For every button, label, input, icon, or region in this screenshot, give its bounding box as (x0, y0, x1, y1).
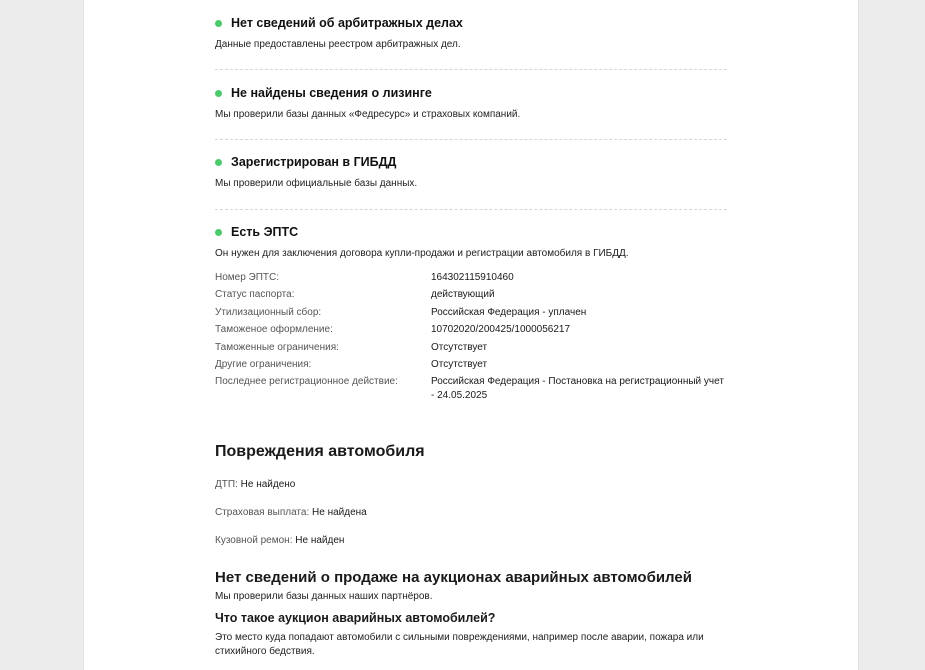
divider (215, 69, 727, 70)
epts-row (215, 341, 729, 358)
auction-description: Мы проверили базы данных наших партнёров. (215, 591, 433, 602)
divider (215, 139, 727, 140)
check-description: Данные предоставлены реестром арбитражных дел. (215, 39, 461, 50)
epts-value: Отсутствует (431, 358, 488, 370)
epts-key: Таможеное оформление: (215, 324, 333, 336)
check-leasing (215, 84, 729, 121)
epts-value: Отсутствует (431, 341, 488, 353)
damage-value: Не найдена (312, 507, 367, 518)
epts-row (215, 306, 729, 323)
epts-key: Другие ограничения: (215, 358, 312, 370)
epts-key: Утилизационный сбор: (215, 306, 322, 318)
epts-key: Номер ЭПТС: (215, 272, 280, 283)
divider (215, 209, 727, 210)
check-description: Он нужен для заключения договора купли-продажи и регистрации автомобиля в ГИБДД. (215, 248, 629, 259)
check-description: Мы проверили базы данных «Федресурс» и страховых компаний. (215, 109, 521, 120)
check-title: Не найдены сведения о лизинге (231, 86, 432, 100)
damage-value: Не найден (295, 535, 345, 546)
epts-row (215, 271, 729, 288)
status-dot-icon (215, 90, 222, 97)
epts-key: Таможенные ограничения: (215, 341, 339, 353)
check-arbitration (215, 14, 729, 51)
check-registration (215, 153, 729, 190)
epts-value: Российская Федерация - Постановка на регистрационный учет - 24.05.2025 (431, 376, 724, 401)
damage-value: Не найдено (240, 479, 296, 490)
epts-value: действующий (431, 289, 495, 301)
check-title: Зарегистрирован в ГИБДД (231, 155, 397, 169)
epts-details (215, 271, 729, 405)
status-dot-icon (215, 159, 222, 166)
epts-value: 10702020/200425/1000056217 (431, 324, 571, 336)
epts-key: Статус паспорта: (215, 289, 295, 301)
damage-label: ДТП: (215, 479, 238, 490)
damage-row-accident (215, 479, 295, 490)
damage-label: Кузовной ремон: (215, 535, 293, 546)
check-title: Нет сведений об арбитражных делах (231, 16, 463, 30)
check-description: Мы проверили официальные базы данных. (215, 178, 418, 189)
auction-answer: Это место куда попадают автомобили с сильными повреждениями, например после аварии, пожара или стихийного бедствия. (215, 632, 704, 657)
damage-label: Страховая выплата: (215, 507, 310, 518)
check-title: Есть ЭПТС (231, 225, 299, 239)
auction-section-title: Нет сведений о продаже на аукционах аварийных автомобилей (215, 569, 692, 586)
damage-section-title: Повреждения автомобиля (215, 443, 425, 460)
status-dot-icon (215, 229, 222, 236)
damage-row-body-repair (215, 535, 344, 546)
epts-row (215, 375, 729, 405)
epts-row (215, 288, 729, 305)
status-dot-icon (215, 20, 222, 27)
epts-row (215, 358, 729, 375)
check-epts (215, 223, 729, 260)
epts-value: 164302115910460 (431, 272, 514, 283)
damage-row-insurance (215, 507, 367, 518)
epts-value: Российская Федерация - уплачен (431, 306, 587, 318)
auction-question: Что такое аукцион аварийных автомобилей? (215, 611, 496, 625)
report-page (84, 0, 858, 670)
epts-key: Последнее регистрационное действие: (215, 376, 398, 388)
epts-row (215, 323, 729, 340)
